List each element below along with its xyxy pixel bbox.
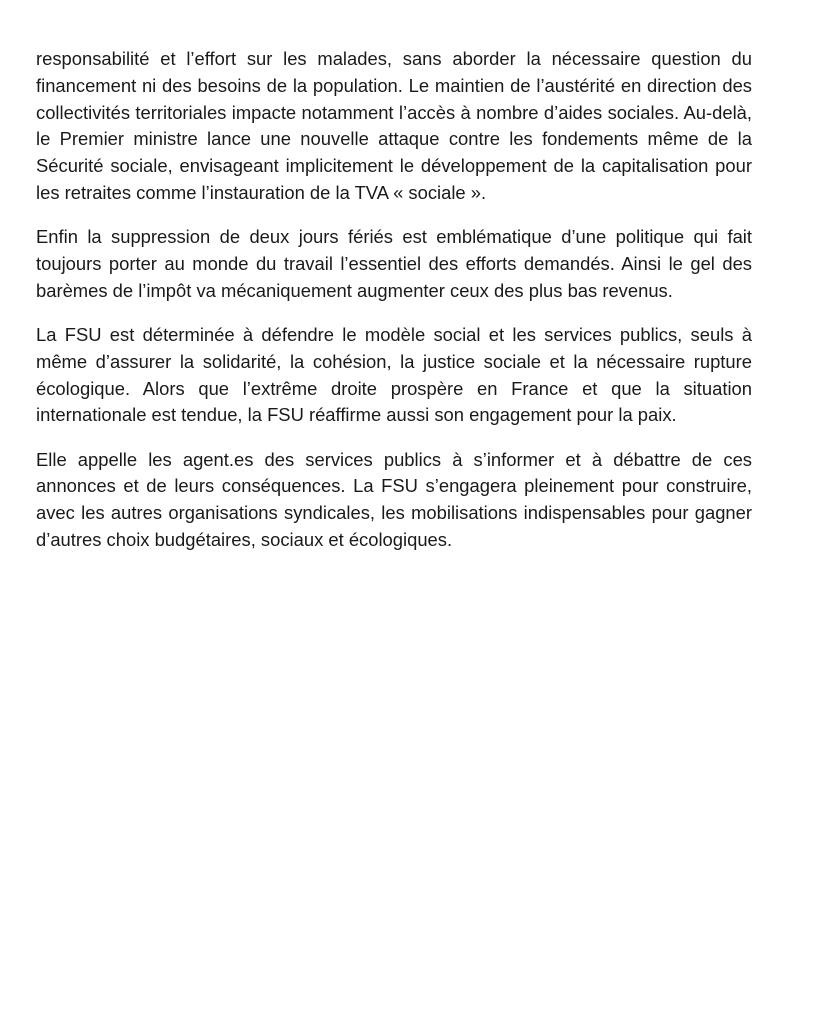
paragraph-financing: responsabilité et l’effort sur les malades, sans aborder la nécessaire question du financement ni des besoins de la population. Le maintien de l’austérité en direction des collectivités territoriales impacte notamment l’accès à nombre d’aides sociales. Au-delà, le Premier ministre lance une nouvelle attaque contre les fondements même de la Sécurité sociale, envisageant implicitement le développement de la capitalisation pour les retraites comme l’instauration de la TVA « sociale ». bbox=[36, 48, 752, 203]
paragraph-holidays: Enfin la suppression de deux jours fériés est emblématique d’une politique qui fait toujours porter au monde du travail l’essentiel des efforts demandés. Ainsi le gel des barèmes de l’impôt va mécaniquement augmenter ceux des plus bas revenus. bbox=[36, 226, 752, 301]
document-body bbox=[36, 46, 752, 571]
paragraph-fsu-commitment: La FSU est déterminée à défendre le modèle social et les services publics, seuls à même d’assurer la solidarité, la cohésion, la justice sociale et la nécessaire rupture écologique. Alors que l’extrême droite prospère en France et que la situation internationale est tendue, la FSU réaffirme aussi son engagement pour la paix. bbox=[36, 323, 752, 426]
paragraph-call-to-action: Elle appelle les agent.es des services publics à s’informer et à débattre de ces annonces et de leurs conséquences. La FSU s’engagera pleinement pour construire, avec les autres organisations syndicales, les mobilisations indispensables pour gagner d’autres choix budgétaires, sociaux et écologiques. bbox=[36, 448, 752, 550]
